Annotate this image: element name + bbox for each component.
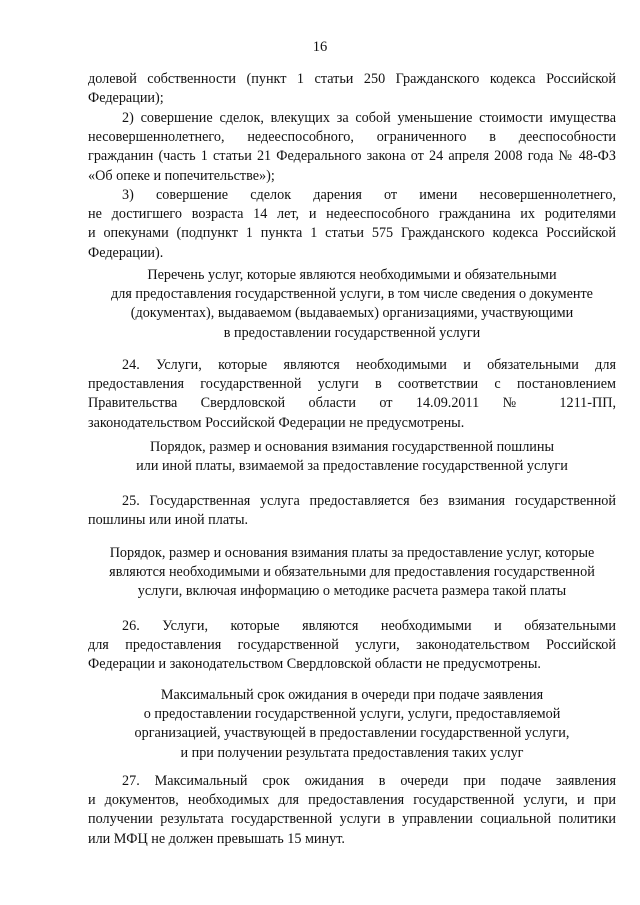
page-number: 16	[312, 39, 328, 55]
paragraph-item-2	[88, 109, 616, 186]
heading-line: Максимальный срок ожидания в очереди при подаче заявления	[160, 687, 544, 703]
heading-line: или иной платы, взимаемой за предоставление государственной услуги	[136, 458, 568, 475]
text-line: пошлины или иной платы.	[88, 512, 249, 529]
paragraph-25	[88, 492, 616, 530]
text-line: гражданин (часть 1 статьи 21 Федерального закона от 24 апреля 2008 года № 48-ФЗ	[88, 148, 616, 165]
paragraph-24	[88, 356, 616, 433]
heading-line: являются необходимыми и обязательными для предоставления государственной	[109, 564, 595, 581]
paragraph-26	[88, 617, 616, 675]
text-line: долевой собственности (пункт 1 статьи 250 Гражданского кодекса Российской	[88, 71, 616, 87]
section-heading-payment	[88, 544, 616, 602]
heading-line: и при получении результата предоставления таких услуг	[180, 744, 524, 761]
text-line: для предоставления государственной услуги, законодательством Российской	[88, 637, 616, 654]
text-line: или МФЦ не должен превышать 15 минут.	[88, 830, 345, 847]
heading-line: (документах), выдаваемом (выдаваемых) организациями, участвующими	[130, 305, 574, 322]
paragraph-continuation	[88, 70, 616, 108]
heading-line: о предоставлении государственной услуги, услуги, предоставляемой	[143, 706, 561, 723]
text-line: не достигшего возраста 14 лет, и недееспособного гражданина их родителями	[88, 206, 616, 223]
text-line: 27. Максимальный срок ожидания в очереди при подаче заявления	[122, 773, 616, 789]
heading-line: Порядок, размер и основания взимания государственной пошлины	[149, 439, 554, 455]
text-line: получении результата государственной услуги в управлении социальной политики	[88, 811, 616, 828]
section-heading-services-list	[88, 266, 616, 343]
text-line: несовершеннолетнего, недееспособного, ограниченного в дееспособности	[88, 129, 616, 146]
text-line: 3) совершение сделок дарения от имени несовершеннолетнего,	[122, 187, 616, 203]
heading-line: Порядок, размер и основания взимания платы за предоставление услуг, которые	[109, 545, 595, 561]
text-line: 2) совершение сделок, влекущих за собой уменьшение стоимости имущества	[122, 110, 616, 126]
text-line: Федерации);	[88, 90, 164, 107]
text-line: предоставления государственной услуги в соответствии с постановлением	[88, 376, 616, 393]
heading-line: для предоставления государственной услуги, в том числе сведения о документе	[111, 286, 593, 303]
text-line: 24. Услуги, которые являются необходимыми и обязательными для	[122, 357, 616, 373]
text-line: и опекунами (подпункт 1 пункта 1 статьи 575 Гражданского кодекса Российской	[88, 225, 616, 242]
heading-line: в предоставлении государственной услуги	[223, 324, 481, 341]
heading-line: Перечень услуг, которые являются необходимыми и обязательными	[147, 267, 557, 283]
text-line: и документов, необходимых для предоставления государственной услуги, и при	[88, 792, 616, 809]
section-heading-waiting-time	[88, 686, 616, 763]
text-line: законодательством Российской Федерации не предусмотрены.	[88, 414, 465, 431]
text-line: Федерации и законодательством Свердловской области не предусмотрены.	[88, 656, 541, 673]
paragraph-27	[88, 772, 616, 849]
heading-line: услуги, включая информацию о методике расчета размера такой платы	[137, 583, 567, 600]
paragraph-item-3	[88, 186, 616, 263]
text-line: «Об опеке и попечительстве»);	[88, 167, 275, 184]
text-line: 25. Государственная услуга предоставляется без взимания государственной	[122, 493, 616, 509]
text-line: Правительства Свердловской области от 14.09.2011 № 1211-ПП,	[88, 395, 616, 412]
section-heading-state-fee	[88, 438, 616, 476]
text-line: Федерации).	[88, 244, 164, 261]
heading-line: организацией, участвующей в предоставлении государственной услуги,	[134, 725, 570, 742]
text-line: 26. Услуги, которые являются необходимыми и обязательными	[122, 618, 616, 634]
